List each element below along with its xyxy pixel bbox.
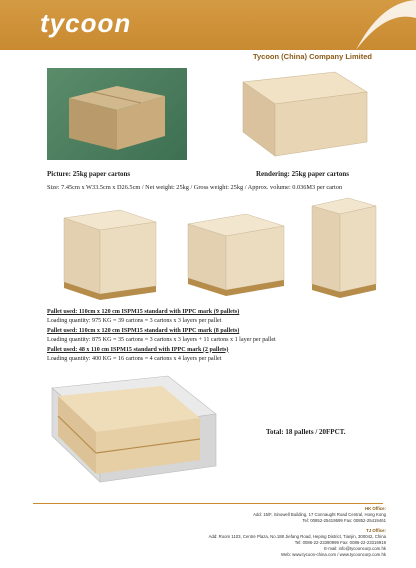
- tj-office-phone: Tel: 0086-22-23390999 Fax: 0086-22-23319919: [294, 540, 386, 546]
- pallet-line-6: Loading quantity: 400 KG = 16 cartons = 4 cartons x 4 layers per pallet: [47, 356, 222, 363]
- pallet-1-image: [60, 208, 160, 304]
- pallet-line-2: Loading quantity: 975 KG = 39 cartons = 3 cartons x 3 layers per pallet: [47, 318, 222, 325]
- company-name: Tycoon (China) Company Limited: [252, 52, 372, 61]
- hk-office-label: HK Office:: [364, 506, 386, 511]
- tj-office-address: Add: Room 1103, Centre Plaza, No.188 Jiefang Road, Heping District, Tianjin, 300042, China: [208, 533, 386, 539]
- carton-photo: [47, 68, 187, 160]
- hk-office-address: Add: 15/F, Sinowell Building, 17 Connaught Road Central, Hong Kong: [253, 512, 386, 518]
- tycoon-logo: tycoon: [40, 8, 132, 38]
- header-banner: [0, 0, 416, 50]
- pallet-line-1: Pallet used: 110cm x 120 cm ISPM15 standard with IPPC mark (9 pallets): [47, 309, 240, 315]
- container-loading-image: [50, 374, 218, 486]
- pallet-line-4: Loading quantity: 875 KG = 35 cartons = 3 cartons x 3 layers + 11 cartons x 1 layer per pallet: [47, 337, 276, 344]
- footer-email: E-mail: info@tycooncorp.com.hk: [324, 546, 386, 552]
- pallet-3-image: [308, 196, 380, 304]
- tj-office-label: TJ Office:: [366, 527, 386, 533]
- pallet-details: [47, 308, 276, 364]
- pallet-line-5: Pallet used: 48 x 110 cm ISPM15 standard with IPPC mark (2 pallets): [47, 346, 229, 353]
- size-line: Size: 7.45cm x W33.5cm x D26.5cm / Net weight: 25kg / Gross weight: 25kg / Approx. volume: 0.036M3 per carton: [47, 184, 343, 191]
- total-summary: Total: 18 pallets / 20FPCT.: [266, 428, 346, 436]
- footer-contacts: [209, 506, 386, 559]
- footer-website: Web: www.tycoon-china.com / www.tycooncorp.com.hk: [281, 552, 386, 558]
- pallet-2-image: [184, 210, 288, 302]
- logo-swoosh-icon: [346, 0, 416, 50]
- pallet-line-3: Pallet used: 110cm x 120 cm ISPM15 standard with IPPC mark (8 pallets): [47, 327, 240, 334]
- footer-divider: [33, 503, 383, 504]
- carton-rendering: [225, 70, 385, 162]
- picture-caption: Picture: 25kg paper cartons: [47, 170, 131, 178]
- hk-office-phone: Tel: 00852-25419599 Fax: 00852-25419461: [302, 518, 386, 524]
- rendering-caption: Rendering: 25kg paper cartons: [256, 170, 350, 178]
